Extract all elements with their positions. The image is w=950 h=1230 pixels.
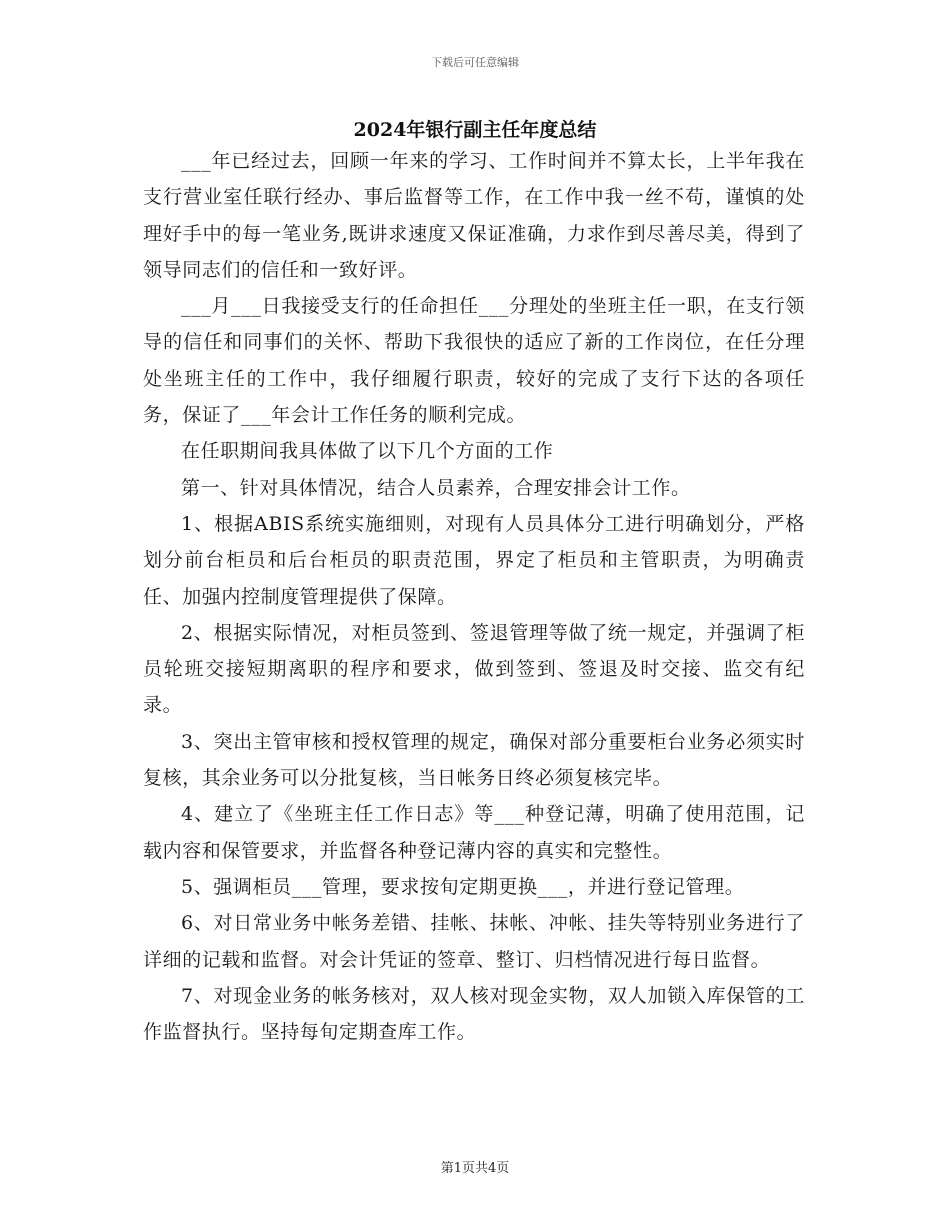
paragraph-3: 在任职期间我具体做了以下几个方面的工作 (181, 440, 554, 463)
paragraph-5: 1、根据ABIS系统实施细则，对现有人员具体分工进行明确划分，严格划分前台柜员和后台柜员的职责范围，界定了柜员和主管职责，为明确责任、加强内控制度管理提供了保障。 (143, 512, 805, 608)
paragraph-11: 7、对现金业务的帐务核对，双人核对现金实物，双人加锁入库保管的工作监督执行。坚持每旬定期查库工作。 (143, 984, 805, 1044)
document-title: 2024年银行副主任年度总结 (353, 119, 597, 141)
header-note: 下载后可任意编辑 (431, 56, 519, 69)
document-body (143, 143, 805, 1050)
paragraph-10: 6、对日常业务中帐务差错、挂帐、抹帐、冲帐、挂失等特别业务进行了详细的记载和监督。对会计凭证的签章、整订、归档情况进行每日监督。 (143, 912, 805, 971)
paragraph-6: 2、根据实际情况，对柜员签到、签退管理等做了统一规定，并强调了柜员轮班交接短期离职的程序和要求，做到签到、签退及时交接、监交有纪录。 (143, 621, 805, 717)
page-number: 第1页共4页 (440, 1161, 510, 1176)
paragraph-2: ___月___日我接受支行的任命担任___分理处的坐班主任一职，在支行领导的信任和同事们的关怀、帮助下我很快的适应了新的工作岗位，在任分理处坐班主任的工作中，我仔细履行职责，较好的完成了支行下达的各项任务，保证了___年会计工作任务的顺利完成。 (143, 295, 805, 427)
paragraph-7: 3、突出主管审核和授权管理的规定，确保对部分重要柜台业务必须实时复核，其余业务可以分批复核，当日帐务日终必须复核完毕。 (143, 730, 805, 790)
paragraph-1: ___年已经过去，回顾一年来的学习、工作时间并不算太长，上半年我在支行营业室任联行经办、事后监督等工作，在工作中我一丝不苟，谨慎的处理好手中的每一笔业务,既讲求速度又保证准确，力求作到尽善尽美，得到了领导同志们的信任和一致好评。 (143, 150, 805, 281)
paragraph-8: 4、建立了《坐班主任工作日志》等___种登记薄，明确了使用范围，记载内容和保管要求，并监督各种登记薄内容的真实和完整性。 (143, 803, 805, 862)
paragraph-4: 第一、针对具体情况，结合人员素养，合理安排会计工作。 (181, 476, 691, 499)
paragraph-9: 5、强调柜员___管理，要求按旬定期更换___，并进行登记管理。 (181, 875, 745, 898)
